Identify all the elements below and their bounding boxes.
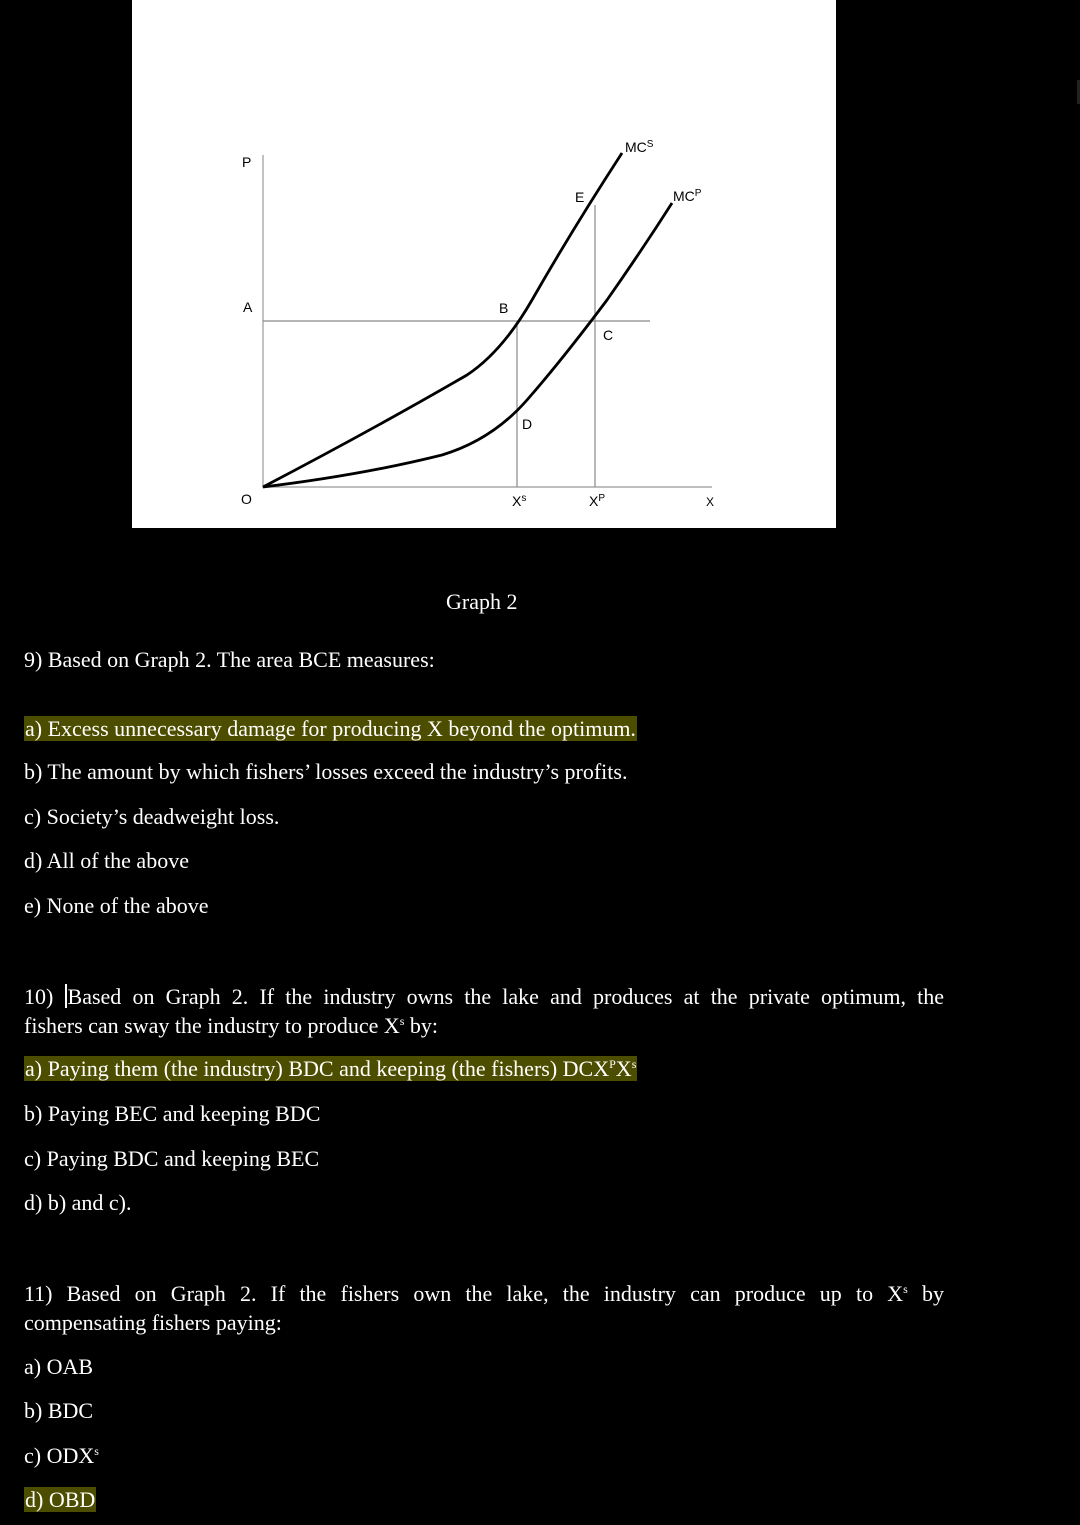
q9-option-a-highlight: a) Excess unnecessary damage for producing X beyond the optimum. bbox=[25, 716, 636, 741]
q10-option-c[interactable]: c) Paying BDC and keeping BEC bbox=[24, 1146, 320, 1171]
q10-option-b[interactable]: b) Paying BEC and keeping BDC bbox=[24, 1101, 321, 1126]
q11-line-2: compensating fishers paying: bbox=[24, 1310, 282, 1335]
q11-option-d[interactable] bbox=[24, 1487, 96, 1513]
q10-option-a-highlight: a) Paying them (the industry) BDC and keeping (the fishers) $DCX^PX^s$ bbox=[25, 1056, 637, 1081]
q11-option-d-highlight: d) OBD bbox=[25, 1487, 96, 1512]
label-e: E bbox=[575, 189, 585, 205]
label-d: D bbox=[522, 416, 533, 432]
label-xs: $X^s$ bbox=[512, 493, 527, 509]
q11-option-a[interactable]: a) OAB bbox=[24, 1354, 94, 1379]
question-10-text bbox=[24, 982, 944, 1040]
question-11-text bbox=[24, 1279, 944, 1337]
mcs-curve bbox=[263, 153, 622, 487]
label-a: A bbox=[243, 299, 253, 315]
q10-line-1: 10) Based on Graph 2. If the industry owns the lake and produces at the private optimum, the bbox=[24, 984, 945, 1009]
label-o: O bbox=[241, 491, 252, 507]
label-p: P bbox=[242, 154, 252, 170]
q11-option-b[interactable]: b) BDC bbox=[24, 1398, 94, 1423]
q9-option-e[interactable]: e) None of the above bbox=[24, 893, 209, 918]
graph-caption: Graph 2 bbox=[446, 589, 518, 614]
q9-option-d[interactable]: d) All of the above bbox=[24, 848, 189, 873]
label-mcp: $MC^P$ bbox=[673, 188, 702, 204]
q9-option-b[interactable]: b) The amount by which fishers’ losses exceed the industry’s profits. bbox=[24, 759, 628, 784]
q10-option-a[interactable] bbox=[24, 1056, 637, 1082]
label-xp: $X^P$ bbox=[589, 493, 606, 509]
q11-option-c[interactable]: c) ODX$^s$ bbox=[24, 1443, 99, 1468]
q11-line-1: 11) Based on Graph 2. If the fishers own the lake, the industry can produce up to $X^s$ by bbox=[24, 1281, 945, 1306]
q10-option-d[interactable]: d) b) and c). bbox=[24, 1190, 132, 1215]
q9-option-c[interactable]: c) Society’s deadweight loss. bbox=[24, 804, 280, 829]
label-b: B bbox=[499, 300, 509, 316]
question-9-text: 9) Based on Graph 2. The area BCE measures: bbox=[24, 647, 435, 672]
mcp-curve bbox=[263, 203, 672, 487]
graph-2-svg bbox=[132, 0, 836, 528]
text-cursor bbox=[65, 984, 67, 1008]
q10-line-2: fishers can sway the industry to produce $X^s$ by: bbox=[24, 1013, 439, 1038]
label-c: C bbox=[603, 327, 614, 343]
label-mcs: $MC^S$ bbox=[625, 139, 654, 155]
graph-2-figure bbox=[132, 0, 836, 528]
label-x: X bbox=[706, 495, 715, 509]
q9-option-a[interactable] bbox=[24, 716, 637, 742]
